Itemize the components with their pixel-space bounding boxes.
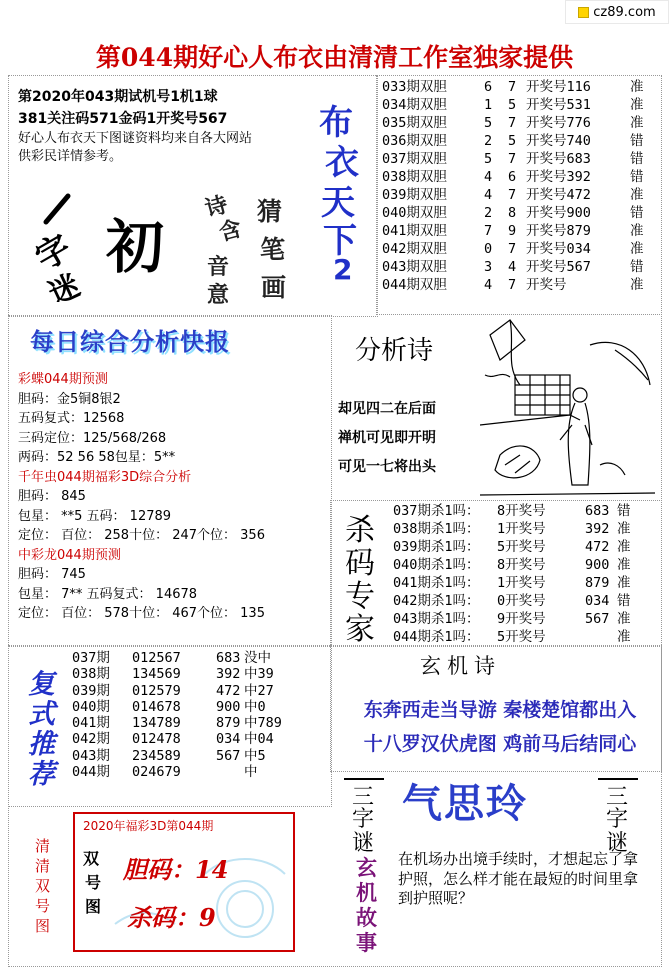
prediction-line: 胆码： 845: [18, 489, 86, 504]
hint-char: 笔: [260, 235, 286, 264]
issue-cell: 038期: [72, 666, 110, 683]
prize-cell: 900: [216, 698, 241, 715]
table-row: [393, 574, 658, 592]
table-row: [378, 150, 660, 168]
table-row: [393, 610, 658, 628]
poem-line: 却见四二在后面: [338, 401, 436, 417]
table-row: [378, 96, 660, 114]
prediction-line: 两码：52 56 58包星：5**: [18, 450, 176, 465]
result-cell: 准: [630, 115, 644, 131]
kill-cell: 5开奖号: [497, 629, 546, 645]
result-cell: 中: [244, 764, 258, 781]
prize-cell: 开奖号683: [526, 151, 591, 167]
dan-b-cell: 7: [508, 115, 517, 131]
fushi-recommend-label: [22, 662, 67, 790]
table-row: [378, 240, 660, 258]
dan-b-cell: 5: [508, 133, 517, 149]
hint-char: 猜: [257, 197, 283, 226]
sanzimi-underline-right: [598, 778, 638, 782]
kill-cell: 9开奖号: [497, 611, 546, 627]
result-cell: 中27: [244, 682, 274, 699]
result-cell: 没中: [244, 650, 271, 666]
dan-b-cell: 6: [508, 169, 517, 185]
story-char: 故: [356, 905, 377, 930]
shuangdan-table: [378, 78, 660, 294]
logo-char: 衣: [325, 143, 359, 183]
table-row: [393, 520, 658, 538]
fushi-char: 推: [28, 729, 55, 760]
dan-a-cell: 0: [484, 241, 493, 257]
table-row: [378, 186, 660, 204]
issue-cell: 043期: [72, 747, 110, 764]
prediction-list: [18, 370, 338, 624]
prediction-line: 三码定位：125/568/268: [18, 430, 167, 446]
prediction-line: 定位： 百位： 258十位： 247个位： 356: [18, 528, 265, 543]
prize-cell: 034: [585, 593, 610, 609]
dan-b-cell: 7: [508, 79, 517, 95]
kill-cell: 8开奖号: [497, 557, 546, 573]
table-row: [393, 538, 658, 556]
issue-cell: 039期杀1吗：: [393, 539, 480, 555]
shama-char: 杀: [345, 513, 375, 548]
prize-cell: 开奖号531: [526, 97, 591, 113]
table-row: [378, 78, 660, 96]
issue-cell: 036期双胆: [382, 133, 447, 149]
issue-cell: 039期: [72, 682, 110, 699]
prediction-line: 胆码：金5铜8银2: [18, 391, 121, 407]
hint-char: 含: [216, 215, 245, 247]
riddle-story: 在机场办出境手续时，才想起忘了拿护照，怎么样才能在最短的时间里拿到护照呢？: [398, 850, 639, 907]
kill-cell: 5开奖号: [497, 539, 546, 555]
prize-cell: 开奖号879: [526, 223, 591, 239]
issue-cell: 038期杀1吗：: [393, 521, 480, 537]
issue-cell: 041期杀1吗：: [393, 575, 480, 591]
fucai-3d-card: [73, 812, 295, 952]
issue-cell: 044期双胆: [382, 277, 447, 293]
result-cell: 错: [630, 205, 644, 221]
card-side-char: 双: [83, 849, 100, 868]
shama-char: 家: [345, 612, 375, 647]
shama-expert-label: [335, 505, 383, 645]
result-cell: 准: [617, 629, 631, 645]
hint-char: 画: [261, 273, 287, 302]
story-char: 事: [356, 930, 377, 955]
logo-char: 2: [333, 253, 353, 286]
watermark-text: cz89.com: [593, 4, 656, 20]
shama-table: [393, 502, 658, 646]
issue-cell: 033期双胆: [382, 79, 447, 95]
hint-characters: [202, 190, 290, 310]
fushi-char: 复: [28, 669, 55, 700]
result-cell: 准: [630, 223, 644, 239]
hint-char: 意: [207, 282, 230, 308]
riddle-answer-words: 气思玲: [402, 781, 528, 827]
issue-cell: 043期双胆: [382, 259, 447, 275]
table-row: [378, 276, 660, 294]
logo-char: 天: [321, 183, 355, 223]
fushi-char: 荐: [28, 759, 55, 790]
card-dan-code: 胆码：14: [123, 855, 229, 884]
table-row: [72, 683, 332, 699]
result-cell: 准: [630, 97, 644, 113]
dan-b-cell: 7: [508, 241, 517, 257]
result-cell: 准: [630, 241, 644, 257]
prize-cell: 392: [216, 666, 241, 683]
table-row: [393, 592, 658, 610]
sanzimi-char: 字: [352, 807, 375, 832]
prediction-line: 包星： 7** 五码复式： 14678: [18, 586, 198, 602]
result-cell: 准: [617, 611, 631, 627]
sanzimi-underline-left: [344, 778, 384, 782]
table-row: [72, 764, 332, 780]
poem-line: 可见一七将出头: [338, 459, 436, 475]
focus-code-line: 381关注码571金码1开奖号567: [18, 111, 228, 127]
prize-cell: 392: [585, 521, 610, 537]
shama-char: 码: [345, 546, 375, 581]
table-row: [72, 715, 332, 731]
prize-cell: 683: [216, 650, 241, 666]
table-row: [72, 731, 332, 747]
analysis-poem-title: 分析诗: [355, 336, 434, 366]
issue-cell: 041期: [72, 715, 110, 732]
dan-b-cell: 7: [508, 277, 517, 293]
table-row: [393, 628, 658, 646]
prediction-line: 彩蝶044期预测: [18, 372, 108, 387]
logo-char: 下: [323, 221, 357, 261]
numbers-cell: 012478: [132, 731, 181, 748]
table-row: [72, 650, 332, 666]
trial-number-line: 第2020年043期试机号1机1球: [18, 89, 218, 105]
prize-cell: 开奖号034: [526, 241, 591, 257]
qq-char: 号: [35, 897, 51, 915]
issue-cell: 038期双胆: [382, 169, 447, 185]
qq-char: 清: [35, 857, 51, 875]
table-row: [378, 132, 660, 150]
sanzimi-char: 三: [606, 785, 629, 810]
hint-char: 音: [207, 254, 230, 280]
prize-cell: 开奖号472: [526, 187, 591, 203]
dan-a-cell: 1: [484, 97, 493, 113]
shama-char: 专: [345, 579, 375, 614]
prediction-line: 中彩龙044期预测: [18, 547, 121, 563]
numbers-cell: 014678: [132, 698, 181, 715]
kill-cell: 1开奖号: [497, 575, 546, 591]
site-watermark: [565, 0, 669, 24]
issue-cell: 039期双胆: [382, 187, 447, 203]
svg-text:字: 字: [28, 227, 79, 279]
table-row: [393, 502, 658, 520]
source-note-line: 好心人布衣天下图谜资料均来自各大网站: [18, 131, 253, 146]
page-title: 第044期好心人布衣由清清工作室独家提供: [95, 43, 574, 72]
dan-b-cell: 4: [508, 259, 517, 275]
dan-b-cell: 5: [508, 97, 517, 113]
story-char: 机: [356, 880, 377, 905]
sanzimi-char: 谜: [352, 831, 375, 856]
card-sha-code: 杀码：9: [127, 903, 216, 932]
prize-cell: 900: [585, 557, 610, 573]
numbers-cell: 024679: [132, 764, 181, 781]
table-row: [378, 204, 660, 222]
prize-cell: 开奖号740: [526, 133, 591, 149]
xuanji-line: 十八罗汉伏虎图 鸡前马后结同心: [363, 733, 637, 755]
result-cell: 中5: [244, 747, 266, 764]
prize-cell: 开奖号116: [526, 79, 591, 95]
analysis-poem: [338, 395, 478, 482]
prediction-line: 定位： 百位： 578十位： 467个位： 135: [18, 606, 265, 621]
issue-cell: 041期双胆: [382, 223, 447, 239]
result-cell: 错: [630, 259, 644, 275]
card-side-char: 图: [85, 897, 102, 916]
result-cell: 错: [617, 503, 631, 519]
dan-a-cell: 5: [484, 151, 493, 167]
prediction-line: 千年虫044期福彩3D综合分析: [18, 469, 192, 485]
prize-cell: 开奖号900: [526, 205, 591, 221]
issue-cell: 042期双胆: [382, 241, 447, 257]
issue-cell: 043期杀1吗：: [393, 611, 480, 627]
dan-a-cell: 5: [484, 115, 493, 131]
prize-cell: 开奖号567: [526, 259, 591, 275]
svg-text:迷: 迷: [43, 267, 86, 302]
table-row: [378, 258, 660, 276]
numbers-cell: 134569: [132, 666, 181, 683]
result-cell: 准: [617, 557, 631, 573]
logo-char: 布: [319, 103, 353, 143]
prediction-line: 包星： **5 五码： 12789: [18, 508, 172, 524]
info-block: [18, 86, 328, 166]
story-char: 玄: [356, 855, 377, 880]
table-row: [378, 222, 660, 240]
scholar-illustration: [480, 315, 655, 500]
dan-a-cell: 3: [484, 259, 493, 275]
prize-cell: 开奖号392: [526, 169, 591, 185]
issue-cell: 037期: [72, 650, 110, 666]
table-row: [72, 699, 332, 715]
kill-cell: 8开奖号: [497, 503, 546, 519]
issue-cell: 040期双胆: [382, 205, 447, 221]
table-row: [393, 556, 658, 574]
hint-char: 诗: [202, 191, 231, 223]
prize-cell: 567: [585, 611, 610, 627]
result-cell: 中39: [244, 666, 274, 683]
dan-a-cell: 7: [484, 223, 493, 239]
dan-a-cell: 6: [484, 79, 493, 95]
qq-char: 双: [35, 877, 51, 895]
issue-cell: 034期双胆: [382, 97, 447, 113]
xuanji-poem-title: 玄机诗: [420, 654, 501, 678]
result-cell: 准: [630, 187, 644, 203]
table-row: [378, 114, 660, 132]
prize-cell: 开奖号776: [526, 115, 591, 131]
dan-a-cell: 2: [484, 133, 493, 149]
issue-cell: 040期: [72, 698, 110, 715]
dan-b-cell: 7: [508, 187, 517, 203]
prize-cell: 683: [585, 503, 610, 519]
result-cell: 准: [630, 79, 644, 95]
dan-b-cell: 8: [508, 205, 517, 221]
prize-cell: 472: [216, 682, 241, 699]
result-cell: 中04: [244, 731, 274, 748]
kill-cell: 0开奖号: [497, 593, 546, 609]
issue-cell: 044期杀1吗：: [393, 629, 480, 645]
dan-a-cell: 2: [484, 205, 493, 221]
dan-a-cell: 4: [484, 277, 493, 293]
issue-cell: 035期双胆: [382, 115, 447, 131]
issue-cell: 044期: [72, 764, 110, 781]
dan-b-cell: 7: [508, 151, 517, 167]
dan-b-cell: 9: [508, 223, 517, 239]
numbers-cell: 012567: [132, 650, 181, 666]
table-row: [378, 168, 660, 186]
result-cell: 准: [617, 539, 631, 555]
issue-cell: 042期杀1吗：: [393, 593, 480, 609]
issue-cell: 037期杀1吗：: [393, 503, 480, 519]
result-cell: 错: [630, 133, 644, 149]
qq-char: 图: [35, 917, 51, 935]
xuanji-poem: [345, 693, 655, 761]
dan-a-cell: 4: [484, 169, 493, 185]
fushi-table: [72, 650, 332, 780]
table-row: [72, 748, 332, 764]
prize-cell: 472: [585, 539, 610, 555]
sanzimi-char: 三: [352, 785, 375, 810]
qq-char: 清: [35, 837, 51, 855]
kill-cell: 1开奖号: [497, 521, 546, 537]
riddle-character: 初: [106, 213, 165, 281]
numbers-cell: 234589: [132, 747, 181, 764]
issue-cell: 037期双胆: [382, 151, 447, 167]
card-side-char: 号: [85, 873, 102, 892]
sanzimi-char: 字: [606, 807, 629, 832]
poem-line: 禅机可见即开明: [338, 430, 436, 446]
result-cell: 中789: [244, 715, 282, 732]
numbers-cell: 012579: [132, 682, 181, 699]
fushi-char: 式: [28, 699, 55, 730]
xuanji-line: 东奔西走当导游 秦楼楚馆都出入: [363, 699, 637, 721]
prize-cell: 879: [585, 575, 610, 591]
result-cell: 准: [630, 277, 644, 293]
issue-cell: 042期: [72, 731, 110, 748]
result-cell: 错: [630, 169, 644, 185]
issue-cell: 040期杀1吗：: [393, 557, 480, 573]
result-cell: 准: [617, 575, 631, 591]
daily-analysis-title: 每日综合分析快报: [30, 328, 230, 356]
yizimi-calligraphy: [28, 192, 98, 302]
dan-a-cell: 4: [484, 187, 493, 203]
numbers-cell: 134789: [132, 715, 181, 732]
sanzimi-char: 谜: [606, 831, 629, 856]
prize-cell: 034: [216, 731, 241, 748]
table-row: [72, 666, 332, 682]
result-cell: 中0: [244, 698, 266, 715]
reference-note-line: 供彩民详情参考。: [18, 149, 123, 164]
prediction-line: 五码复式：12568: [18, 411, 125, 426]
logo-square-icon: [578, 7, 589, 18]
card-header: 2020年福彩3D第044期: [83, 819, 214, 833]
result-cell: 错: [630, 151, 644, 167]
prize-cell: 567: [216, 747, 241, 764]
buyi-tianxia-logo: [315, 95, 377, 295]
result-cell: 错: [617, 593, 631, 609]
result-cell: 准: [617, 521, 631, 537]
prize-cell: 879: [216, 715, 241, 732]
prize-cell: 开奖号: [526, 277, 567, 293]
prediction-line: 胆码： 745: [18, 567, 86, 582]
